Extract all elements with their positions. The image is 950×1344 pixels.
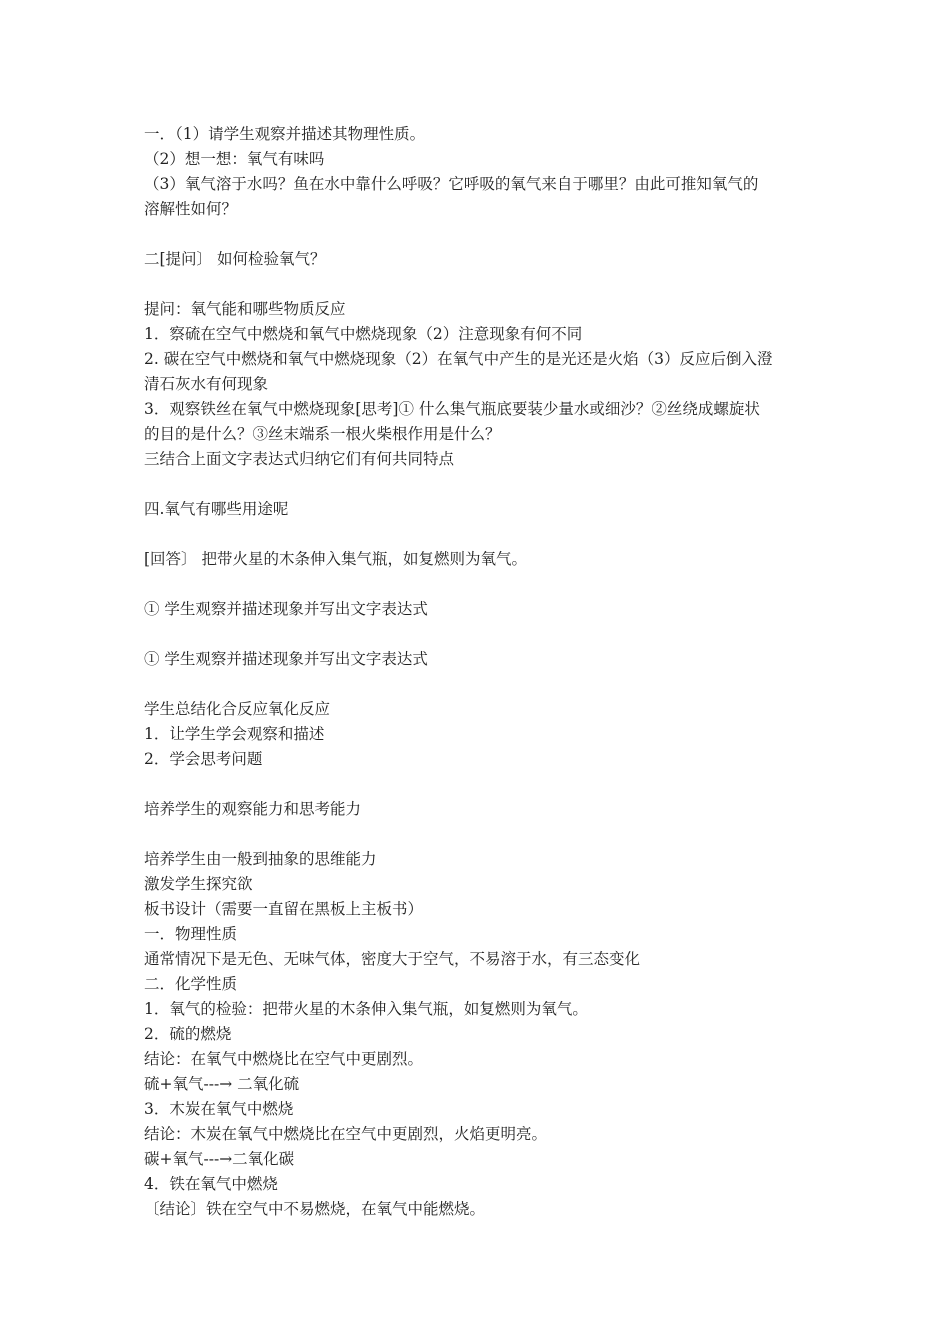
text-line: 2．学会思考问题: [144, 750, 263, 768]
text-line: 激发学生探究欲: [144, 875, 253, 893]
text-line: 2．硫的燃烧: [144, 1025, 232, 1043]
blank-line: [144, 522, 824, 547]
text-line: 培养学生的观察能力和思考能力: [144, 800, 362, 818]
text-line: 〔结论〕铁在空气中不易燃烧，在氧气中能燃烧。: [144, 1200, 486, 1218]
blank-line: [144, 472, 824, 497]
text-line: 1．让学生学会观察和描述: [144, 725, 325, 743]
text-line: 学生总结化合反应氧化反应: [144, 700, 331, 718]
text-line: 4．铁在氧气中燃烧: [144, 1175, 278, 1193]
text-line: 3．木炭在氧气中燃烧: [144, 1100, 294, 1118]
text-line: 四.氧气有哪些用途呢: [144, 500, 289, 518]
text-line: （2）想一想：氧气有味吗: [144, 150, 325, 168]
blank-line: [144, 272, 824, 297]
blank-line: [144, 672, 824, 697]
text-line: 二．化学性质: [144, 975, 238, 993]
text-line: 碳+氧气---→二氧化碳: [144, 1150, 295, 1168]
text-line: 三结合上面文字表达式归纳它们有何共同特点: [144, 450, 455, 468]
text-line: 的目的是什么？③丝末端系一根火柴根作用是什么？: [144, 425, 501, 443]
text-line: 提问：氧气能和哪些物质反应: [144, 300, 346, 318]
blank-line: [144, 622, 824, 647]
text-line: 结论：在氧气中燃烧比在空气中更剧烈。: [144, 1050, 424, 1068]
text-line: 培养学生由一般到抽象的思维能力: [144, 850, 377, 868]
text-line: 2. 碳在空气中燃烧和氧气中燃烧现象（2）在氧气中产生的是光还是火焰（3）反应后倒入澄: [144, 350, 773, 368]
blank-line: [144, 572, 824, 597]
text-line: 通常情况下是无色、无味气体，密度大于空气，不易溶于水，有三态变化: [144, 950, 641, 968]
text-line: 结论：木炭在氧气中燃烧比在空气中更剧烈，火焰更明亮。: [144, 1125, 548, 1143]
blank-line: [144, 222, 824, 247]
text-line: ① 学生观察并描述现象并写出文字表达式: [144, 600, 428, 618]
text-line: 1．氧气的检验：把带火星的木条伸入集气瓶，如复燃则为氧气。: [144, 1000, 588, 1018]
text-line: 清石灰水有何现象: [144, 375, 269, 393]
text-line: 一．（1）请学生观察并描述其物理性质。: [144, 125, 426, 143]
text-line: 1．察硫在空气中燃烧和氧气中燃烧现象（2）注意现象有何不同: [144, 325, 583, 343]
text-line: 二[提问〕 如何检验氧气？: [144, 250, 326, 268]
document-body: [144, 122, 824, 1222]
text-line: （3）氧气溶于水吗？鱼在水中靠什么呼吸？它呼吸的氧气来自于哪里？由此可推知氧气的: [144, 175, 759, 193]
text-line: 3．观察铁丝在氧气中燃烧现象[思考]① 什么集气瓶底要装少量水或细沙？②丝绕成螺旋状: [144, 400, 760, 418]
text-line: 板书设计（需要一直留在黑板上主板书）: [144, 900, 424, 918]
text-line: 溶解性如何？: [144, 200, 238, 218]
text-line: 硫+氧气---→ 二氧化硫: [144, 1075, 300, 1093]
text-line: 一．物理性质: [144, 925, 238, 943]
blank-line: [144, 772, 824, 797]
text-line: [回答〕 把带火星的木条伸入集气瓶，如复燃则为氧气。: [144, 550, 527, 568]
text-line: ① 学生观察并描述现象并写出文字表达式: [144, 650, 428, 668]
blank-line: [144, 822, 824, 847]
